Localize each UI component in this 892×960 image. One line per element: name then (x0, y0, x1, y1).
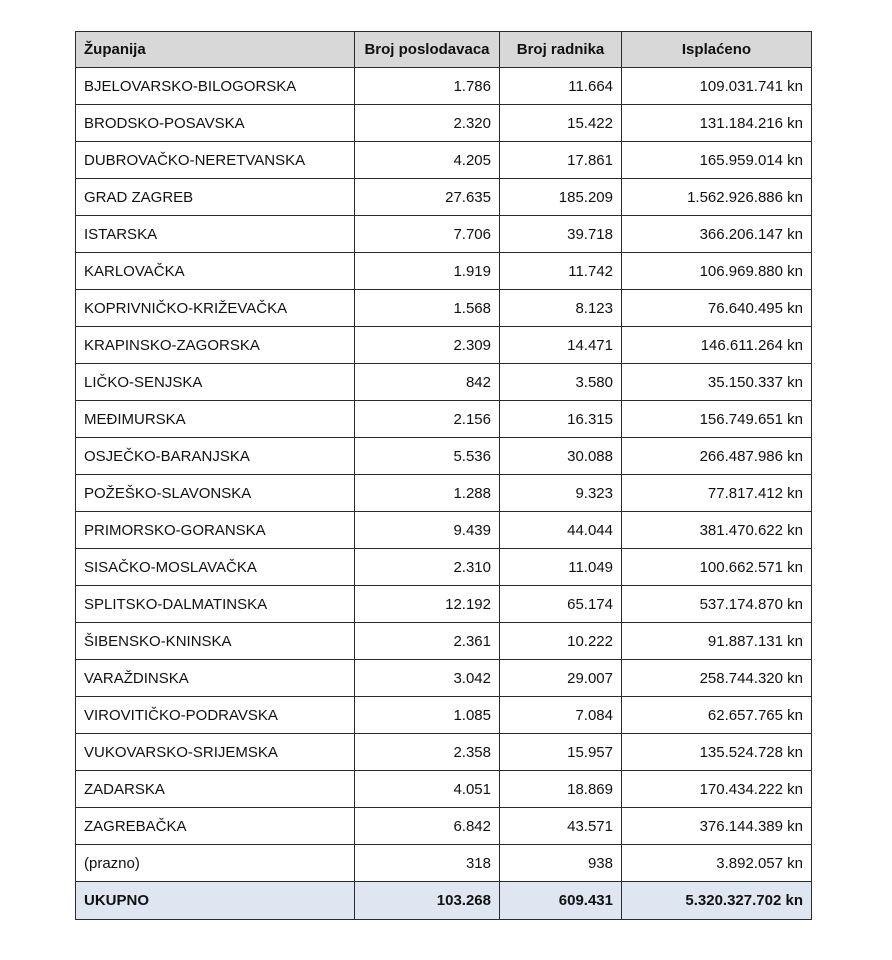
workers-cell: 15.422 (500, 105, 622, 142)
workers-cell: 11.664 (500, 68, 622, 105)
paid-cell: 381.470.622 kn (622, 512, 812, 549)
county-cell: BJELOVARSKO-BILOGORSKA (76, 68, 355, 105)
table-row (76, 586, 812, 623)
county-cell: MEĐIMURSKA (76, 401, 355, 438)
table-row (76, 771, 812, 808)
employers-cell: 1.288 (355, 475, 500, 512)
county-cell: KARLOVAČKA (76, 253, 355, 290)
employers-cell: 9.439 (355, 512, 500, 549)
county-cell: PRIMORSKO-GORANSKA (76, 512, 355, 549)
paid-cell: 3.892.057 kn (622, 845, 812, 882)
paid-cell: 165.959.014 kn (622, 142, 812, 179)
workers-cell: 65.174 (500, 586, 622, 623)
paid-cell: 106.969.880 kn (622, 253, 812, 290)
header-row (76, 32, 812, 68)
paid-cell: 62.657.765 kn (622, 697, 812, 734)
paid-cell: 135.524.728 kn (622, 734, 812, 771)
county-cell: GRAD ZAGREB (76, 179, 355, 216)
table-row (76, 438, 812, 475)
paid-cell: 537.174.870 kn (622, 586, 812, 623)
workers-cell: 16.315 (500, 401, 622, 438)
paid-cell: 376.144.389 kn (622, 808, 812, 845)
table-row (76, 290, 812, 327)
workers-cell: 44.044 (500, 512, 622, 549)
employers-cell: 1.568 (355, 290, 500, 327)
total-paid: 5.320.327.702 kn (622, 882, 812, 920)
table-row (76, 697, 812, 734)
county-cell: SPLITSKO-DALMATINSKA (76, 586, 355, 623)
employers-cell: 2.156 (355, 401, 500, 438)
employers-cell: 2.309 (355, 327, 500, 364)
paid-cell: 170.434.222 kn (622, 771, 812, 808)
paid-cell: 109.031.741 kn (622, 68, 812, 105)
paid-cell: 91.887.131 kn (622, 623, 812, 660)
table-row (76, 179, 812, 216)
table-row (76, 475, 812, 512)
county-cell: SISAČKO-MOSLAVAČKA (76, 549, 355, 586)
paid-cell: 131.184.216 kn (622, 105, 812, 142)
table-row (76, 327, 812, 364)
total-workers: 609.431 (500, 882, 622, 920)
paid-cell: 77.817.412 kn (622, 475, 812, 512)
employers-cell: 3.042 (355, 660, 500, 697)
county-cell: ŠIBENSKO-KNINSKA (76, 623, 355, 660)
workers-cell: 39.718 (500, 216, 622, 253)
county-cell: VARAŽDINSKA (76, 660, 355, 697)
paid-cell: 156.749.651 kn (622, 401, 812, 438)
workers-cell: 15.957 (500, 734, 622, 771)
county-cell: VUKOVARSKO-SRIJEMSKA (76, 734, 355, 771)
employers-cell: 2.320 (355, 105, 500, 142)
paid-cell: 1.562.926.886 kn (622, 179, 812, 216)
employers-cell: 1.919 (355, 253, 500, 290)
table-row (76, 660, 812, 697)
county-cell: LIČKO-SENJSKA (76, 364, 355, 401)
employers-cell: 1.786 (355, 68, 500, 105)
table-row (76, 808, 812, 845)
county-cell: ZADARSKA (76, 771, 355, 808)
paid-cell: 266.487.986 kn (622, 438, 812, 475)
county-cell: POŽEŠKO-SLAVONSKA (76, 475, 355, 512)
total-label: UKUPNO (76, 882, 355, 920)
employers-cell: 842 (355, 364, 500, 401)
workers-cell: 14.471 (500, 327, 622, 364)
workers-cell: 43.571 (500, 808, 622, 845)
table-row (76, 68, 812, 105)
workers-cell: 7.084 (500, 697, 622, 734)
paid-cell: 366.206.147 kn (622, 216, 812, 253)
workers-cell: 30.088 (500, 438, 622, 475)
workers-cell: 8.123 (500, 290, 622, 327)
header-county: Županija (76, 32, 355, 68)
workers-cell: 185.209 (500, 179, 622, 216)
table-row (76, 105, 812, 142)
table-row (76, 734, 812, 771)
employers-cell: 2.358 (355, 734, 500, 771)
paid-cell: 258.744.320 kn (622, 660, 812, 697)
employers-cell: 12.192 (355, 586, 500, 623)
employers-cell: 318 (355, 845, 500, 882)
workers-cell: 10.222 (500, 623, 622, 660)
county-cell: BRODSKO-POSAVSKA (76, 105, 355, 142)
county-cell: ZAGREBAČKA (76, 808, 355, 845)
paid-cell: 35.150.337 kn (622, 364, 812, 401)
county-cell: KRAPINSKO-ZAGORSKA (76, 327, 355, 364)
employers-cell: 4.205 (355, 142, 500, 179)
county-cell: VIROVITIČKO-PODRAVSKA (76, 697, 355, 734)
total-employers: 103.268 (355, 882, 500, 920)
county-cell: DUBROVAČKO-NERETVANSKA (76, 142, 355, 179)
table-row (76, 549, 812, 586)
table-row (76, 512, 812, 549)
employers-cell: 27.635 (355, 179, 500, 216)
header-workers: Broj radnika (500, 32, 622, 68)
county-cell: KOPRIVNIČKO-KRIŽEVAČKA (76, 290, 355, 327)
county-cell: OSJEČKO-BARANJSKA (76, 438, 355, 475)
table-row (76, 623, 812, 660)
workers-cell: 29.007 (500, 660, 622, 697)
workers-cell: 3.580 (500, 364, 622, 401)
table-row (76, 364, 812, 401)
workers-cell: 9.323 (500, 475, 622, 512)
employers-cell: 5.536 (355, 438, 500, 475)
table-row (76, 401, 812, 438)
total-row (76, 882, 812, 920)
workers-cell: 11.049 (500, 549, 622, 586)
workers-cell: 938 (500, 845, 622, 882)
employers-cell: 2.361 (355, 623, 500, 660)
paid-cell: 100.662.571 kn (622, 549, 812, 586)
employers-cell: 6.842 (355, 808, 500, 845)
workers-cell: 18.869 (500, 771, 622, 808)
employers-cell: 2.310 (355, 549, 500, 586)
workers-cell: 17.861 (500, 142, 622, 179)
employers-cell: 7.706 (355, 216, 500, 253)
table-row (76, 142, 812, 179)
employers-cell: 1.085 (355, 697, 500, 734)
employers-cell: 4.051 (355, 771, 500, 808)
county-payments-table (75, 31, 812, 920)
table-row (76, 216, 812, 253)
county-cell: ISTARSKA (76, 216, 355, 253)
header-paid: Isplaćeno (622, 32, 812, 68)
header-employers: Broj poslodavaca (355, 32, 500, 68)
paid-cell: 146.611.264 kn (622, 327, 812, 364)
paid-cell: 76.640.495 kn (622, 290, 812, 327)
county-cell: (prazno) (76, 845, 355, 882)
table-row (76, 253, 812, 290)
table-row (76, 845, 812, 882)
workers-cell: 11.742 (500, 253, 622, 290)
